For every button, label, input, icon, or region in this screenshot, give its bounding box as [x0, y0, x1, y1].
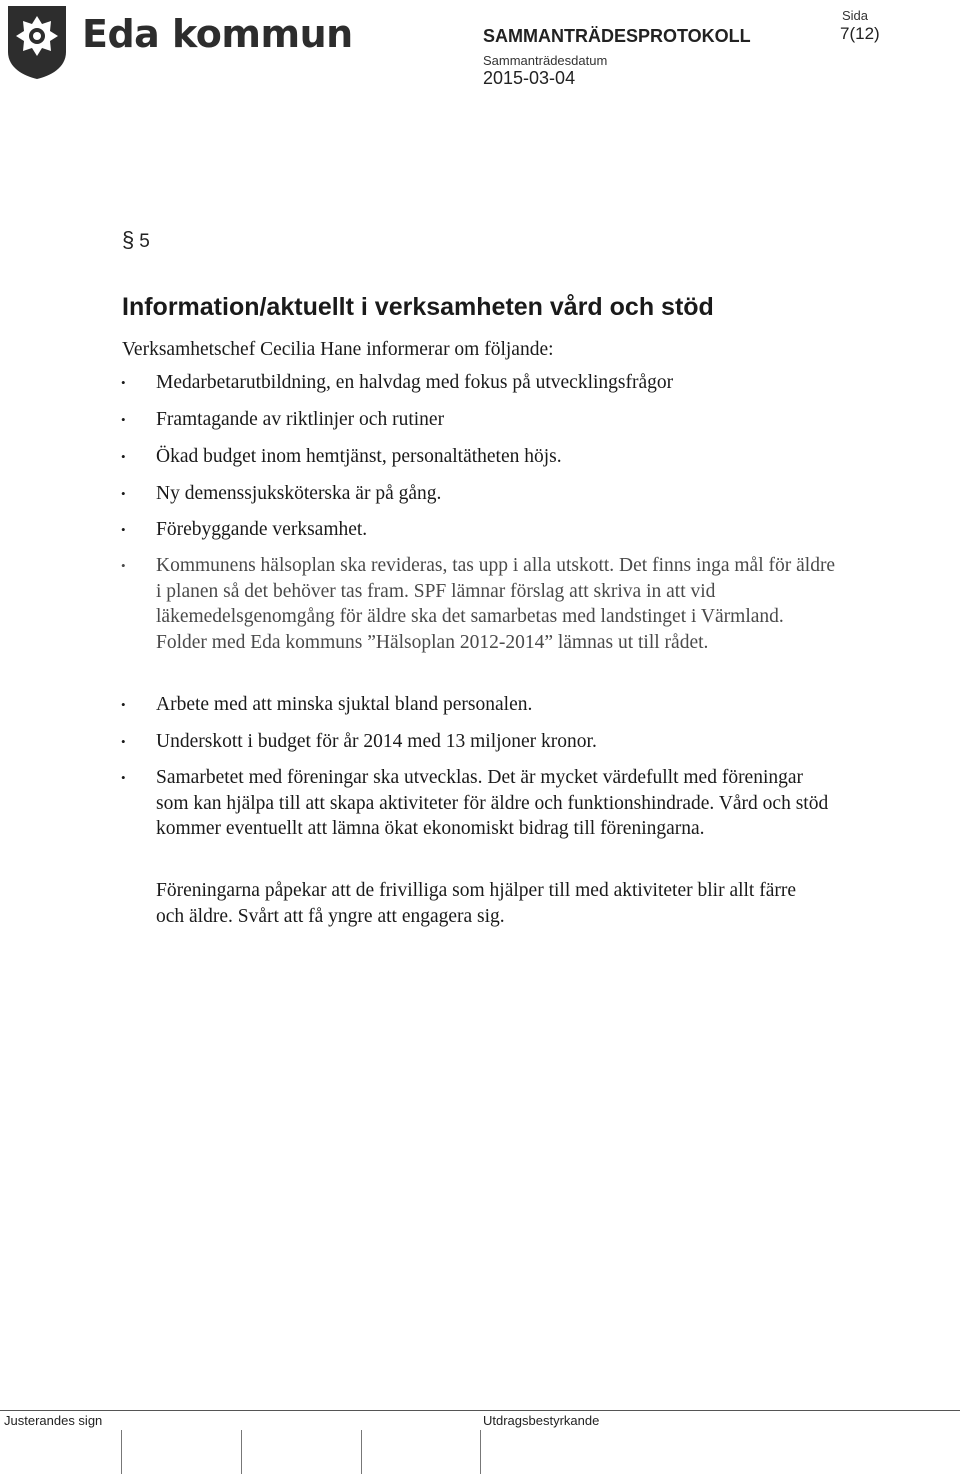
list-item	[121, 481, 836, 507]
bullet-icon: •	[121, 522, 126, 537]
bullet-icon: •	[121, 558, 126, 573]
bullet-icon: •	[121, 449, 126, 464]
list-item	[121, 765, 836, 842]
list-item	[121, 553, 836, 655]
list-item	[121, 729, 836, 755]
list-item	[121, 692, 836, 718]
page-label: Sida	[842, 8, 869, 23]
meeting-date: 2015-03-04	[483, 68, 576, 88]
bullet-icon: •	[121, 734, 126, 749]
list-item-text: Ny demenssjuksköterska är på gång.	[156, 483, 442, 504]
closing-paragraph: Föreningarna påpekar att de frivilliga som hjälper till med aktiviteter blir allt färre och äldre. Svårt att få yngre att engagera sig.	[156, 880, 797, 927]
signature-box-divider	[480, 1430, 481, 1474]
document-type: SAMMANTRÄDESPROTOKOLL	[483, 26, 751, 46]
list-item-text: Ökad budget inom hemtjänst, personaltätheten höjs.	[156, 446, 562, 467]
section-intro: Verksamhetschef Cecilia Hane informerar om följande:	[122, 339, 554, 360]
bullet-icon: •	[121, 486, 126, 501]
list-item-text: Framtagande av riktlinjer och rutiner	[156, 409, 445, 430]
logo-text: Eda kommun	[82, 12, 353, 56]
list-item-text: Underskott i budget för år 2014 med 13 miljoner kronor.	[156, 731, 597, 752]
signature-box-divider	[121, 1430, 122, 1474]
section-title: Information/aktuellt i verksamheten vård och stöd	[122, 293, 714, 321]
paragraph-symbol: §	[122, 227, 135, 252]
paragraph-number: 5	[139, 231, 150, 252]
signature-box-divider	[361, 1430, 362, 1474]
list-item-text: Medarbetarutbildning, en halvdag med fokus på utvecklingsfrågor	[156, 372, 674, 393]
list-item	[121, 444, 836, 470]
bullet-icon: •	[121, 697, 126, 712]
bullet-icon: •	[121, 375, 126, 390]
bullet-icon: •	[121, 412, 126, 427]
list-item	[121, 370, 836, 396]
footer-sign-label: Justerandes sign	[4, 1413, 103, 1428]
page-number: 7(12)	[840, 24, 880, 43]
signature-box-divider	[241, 1430, 242, 1474]
footer-divider	[0, 1410, 960, 1411]
list-item-text: Samarbetet med föreningar ska utvecklas. Det är mycket värdefullt med föreningar som kan hjälpa till att skapa aktiviteter för äldre och funktionshindrade. Vård och stöd kommer eventuellt att lämna ökat ekonomiskt bidrag till föreningarna.	[156, 767, 829, 840]
bullet-icon: •	[121, 770, 126, 785]
footer-certification-label: Utdragsbestyrkande	[483, 1413, 600, 1428]
meeting-date-label: Sammanträdesdatum	[483, 53, 608, 68]
list-item-text: Arbete med att minska sjuktal bland personalen.	[156, 694, 533, 715]
list-item	[121, 407, 836, 433]
list-item	[121, 517, 836, 543]
list-item-text: Förebyggande verksamhet.	[156, 519, 368, 540]
list-item-text: Kommunens hälsoplan ska revideras, tas upp i alla utskott. Det finns inga mål för äldre i planen så det behöver tas fram. SPF lämnar förslag att skriva in att vid läkemedelsgenomgång för äldre ska det samarbetas med landstinget i Värmland. Folder med Eda kommuns ”Hälsoplan 2012-2014” lämnas ut till rådet.	[156, 555, 836, 653]
